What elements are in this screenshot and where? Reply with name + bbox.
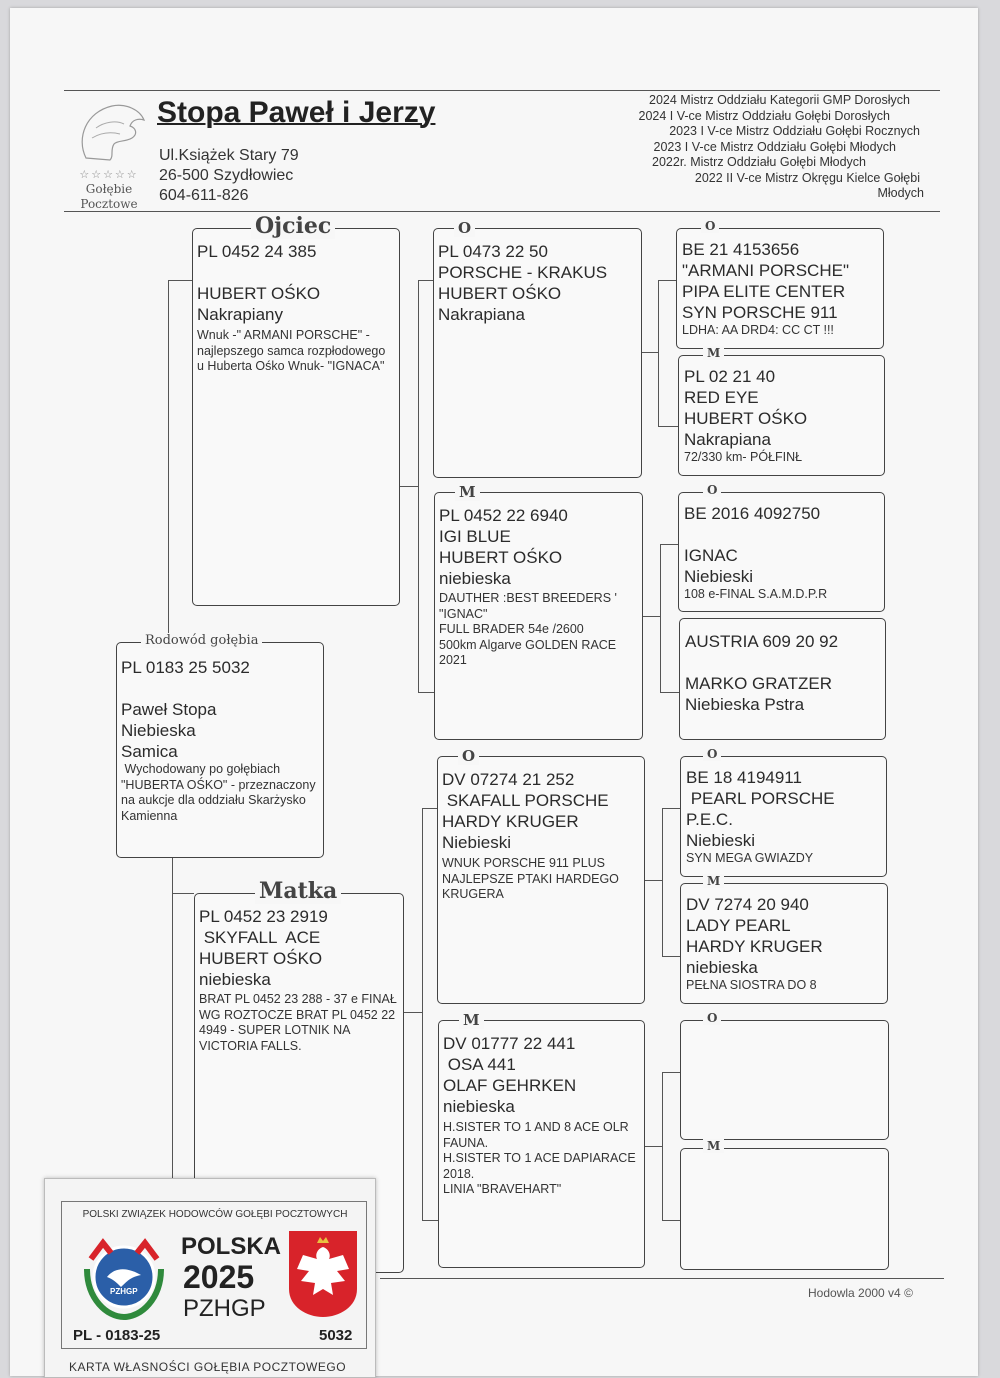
card-ring-prefix: PL - 0183-25 xyxy=(73,1327,161,1344)
father-breeder: HUBERT OŚKO xyxy=(197,284,321,303)
header-top-rule xyxy=(64,90,940,91)
father-ring: PL 0452 24 385 xyxy=(197,242,317,261)
mm-name: OSA 441 xyxy=(443,1055,516,1074)
connector-ff-bracket xyxy=(658,280,659,426)
fmf-label: O xyxy=(703,483,721,497)
connector-mm-out xyxy=(645,1146,662,1147)
fm-label: M xyxy=(455,483,480,501)
fmf-color: Niebieski xyxy=(684,567,753,586)
mfm-name: LADY PEARL xyxy=(686,916,791,935)
ff-box xyxy=(433,219,642,478)
connector-ff-tick xyxy=(418,280,433,281)
mm-ring: DV 01777 22 441 xyxy=(443,1034,576,1053)
ff-label: O xyxy=(454,219,475,237)
achievement-4: 2023 I V-ce Mistrz Oddziału Gołębi Młodych xyxy=(653,139,896,154)
fm-box xyxy=(434,483,643,740)
connector-subject-father xyxy=(168,280,169,642)
fmm-breeder: MARKO GRATZER xyxy=(685,674,833,693)
card-ring-number: 5032 xyxy=(319,1327,353,1344)
connector-fm-bracket xyxy=(660,544,661,692)
fm-breeder: HUBERT OŚKO xyxy=(439,548,563,567)
stars-icon: ☆☆☆☆☆ xyxy=(79,168,139,181)
mfm-color: niebieska xyxy=(686,958,758,977)
connector-ffm-tick xyxy=(658,426,678,427)
subject-notes: Wychodowany po gołębiach "HUBERTA OŚKO" - przeznaczony na aukcje dla oddziału Skarżysko Kamienna xyxy=(121,762,320,823)
connector-mf-bracket xyxy=(662,808,663,956)
card-org: POLSKI ZWIĄZEK HODOWCÓW GOŁĘBI POCZTOWYCH xyxy=(82,1209,348,1220)
father-box xyxy=(192,213,400,606)
mf-label: O xyxy=(458,747,479,765)
mm-breeder: OLAF GEHRKEN xyxy=(443,1076,577,1095)
connector-ff-out xyxy=(642,352,658,353)
fm-name: IGI BLUE xyxy=(439,527,511,546)
achievement-3: 2023 I V-ce Mistrz Oddziału Gołębi Rocznych xyxy=(669,124,920,138)
fmm-ring: AUSTRIA 609 20 92 xyxy=(685,632,839,651)
address-city: 26-500 Szydłowiec xyxy=(159,167,294,184)
mf-box xyxy=(437,747,645,1004)
fm-ring: PL 0452 22 6940 xyxy=(439,506,568,525)
ff-ring: PL 0473 22 50 xyxy=(438,242,548,261)
card-country: POLSKA xyxy=(181,1233,282,1260)
mf-ring: DV 07274 21 252 xyxy=(442,770,575,789)
mf-color: Niebieski xyxy=(442,833,511,852)
connector-fmf-tick xyxy=(660,544,678,545)
connector-fmm-tick xyxy=(660,692,679,693)
breeder-logo xyxy=(66,98,152,211)
logo-text-2: Pocztowe xyxy=(80,197,138,211)
connector-mff-tick xyxy=(662,808,680,809)
mff-name: PEARL PORSCHE xyxy=(686,789,835,808)
father-color: Nakrapiany xyxy=(197,305,283,324)
ownership-card xyxy=(44,1178,376,1378)
mother-label: Matka xyxy=(255,878,341,904)
connector-subject-mother xyxy=(172,858,173,1184)
ffm-color: Nakrapiana xyxy=(684,430,771,449)
fmm-color: Niebieska Pstra xyxy=(685,695,805,714)
ffm-box xyxy=(678,346,885,476)
connector-mmf-tick xyxy=(662,1072,680,1073)
mmm-box xyxy=(680,1139,889,1270)
address-phone: 604-611-826 xyxy=(159,187,249,204)
achievement-5: 2022r. Mistrz Oddziału Gołębi Młodych xyxy=(652,155,866,169)
connector-mmm-tick xyxy=(662,1220,680,1221)
ffm-ring: PL 02 21 40 xyxy=(684,367,776,386)
logo-text-1: Gołębie xyxy=(85,182,133,196)
fff-notes: LDHA: AA DRD4: CC CT !!! xyxy=(682,323,834,337)
mmf-box xyxy=(680,1011,889,1140)
subject-ring: PL 0183 25 5032 xyxy=(121,658,250,677)
subject-label: Rodowód gołębia xyxy=(141,633,262,648)
fff-label: O xyxy=(701,219,719,233)
connector-fff-tick xyxy=(658,280,676,281)
mff-ring: BE 18 4194911 xyxy=(686,768,802,787)
breeder-address xyxy=(159,146,299,206)
mother-ring: PL 0452 23 2919 xyxy=(199,907,328,926)
connector-mf-out xyxy=(645,880,662,881)
father-label: Ojciec xyxy=(251,213,335,239)
achievement-7: Młodych xyxy=(877,186,924,200)
connector-fm-out xyxy=(643,616,660,617)
mfm-ring: DV 7274 20 940 xyxy=(686,895,809,914)
fm-notes: DAUTHER :BEST BREEDERS ' "IGNAC" FULL BRADER 54e /2600 500km Algarve GOLDEN RACE 2021 xyxy=(439,591,617,667)
mff-label: O xyxy=(703,747,721,761)
mff-color: Niebieski xyxy=(686,831,755,850)
software-credit: Hodowla 2000 v4 © xyxy=(808,1286,913,1300)
connector-mother-tick xyxy=(172,893,194,894)
mfm-box xyxy=(680,874,888,1004)
achievement-1: 2024 Mistrz Oddziału Kategorii GMP Dorosłych xyxy=(649,93,910,107)
polish-eagle xyxy=(287,1229,359,1319)
fff-name: "ARMANI PORSCHE" xyxy=(682,261,849,280)
mother-color: niebieska xyxy=(199,970,271,989)
card-union: PZHGP xyxy=(183,1295,266,1322)
mff-box xyxy=(680,747,887,877)
mf-breeder: HARDY KRUGER xyxy=(442,812,579,831)
fmf-name: IGNAC xyxy=(684,546,738,565)
mfm-notes: PEŁNA SIOSTRA DO 8 xyxy=(686,978,817,992)
subject-owner: Paweł Stopa xyxy=(121,700,217,719)
fff-ring: BE 21 4153656 xyxy=(682,240,800,259)
connector-mother-out xyxy=(404,1012,422,1013)
subject-box xyxy=(116,633,324,858)
fmm-box xyxy=(679,618,886,740)
ffm-breeder: HUBERT OŚKO xyxy=(684,409,808,428)
fff-breeder: PIPA ELITE CENTER xyxy=(682,282,846,301)
achievement-2: 2024 I V-ce Mistrz Oddziału Gołębi Dorosłych xyxy=(638,108,890,123)
footer-rule xyxy=(380,1278,944,1279)
fff-box xyxy=(676,219,884,349)
connector-father-bracket xyxy=(418,280,419,692)
address-street: Ul.Książek Stary 79 xyxy=(159,147,299,164)
mother-name: SKYFALL ACE xyxy=(199,928,321,947)
subject-sex: Samica xyxy=(121,742,178,761)
connector-mfm-tick xyxy=(662,956,680,957)
fmf-ring: BE 2016 4092750 xyxy=(684,504,821,523)
connector-mf-tick xyxy=(422,808,437,809)
connector-mother-bracket xyxy=(422,808,423,1220)
mfm-breeder: HARDY KRUGER xyxy=(686,937,823,956)
polish-eagle-icon xyxy=(287,1229,359,1319)
header-bottom-rule xyxy=(64,211,940,212)
card-year: 2025 xyxy=(183,1259,255,1295)
mmm-label: M xyxy=(703,1139,724,1153)
fff-color: SYN PORSCHE 911 xyxy=(682,303,838,322)
mf-name: SKAFALL PORSCHE xyxy=(442,791,609,810)
mff-breeder: P.E.C. xyxy=(686,810,733,829)
connector-father-tick xyxy=(168,280,193,281)
badge-text: PZHGP xyxy=(110,1287,138,1296)
ffm-label: M xyxy=(703,346,724,360)
breeder-title: Stopa Paweł i Jerzy xyxy=(157,96,436,129)
fmf-notes: 108 e-FINAL S.A.M.D.P.R xyxy=(684,587,828,601)
mm-box xyxy=(438,1011,645,1268)
card-bottom-text: KARTA WŁASNOŚCI GOŁĘBIA POCZTOWEGO xyxy=(69,1360,347,1374)
connector-mm-bracket xyxy=(662,1072,663,1220)
pzhgp-badge xyxy=(77,1229,171,1321)
mfm-label: M xyxy=(703,874,724,888)
achievement-6: 2022 II V-ce Mistrz Okręgu Kielce Gołębi xyxy=(694,170,920,185)
father-notes: Wnuk -" ARMANI PORSCHE" - najlepszego samca rozpłodowego u Huberta Ośko Wnuk- "IGNACA" xyxy=(197,328,386,373)
pzhgp-emblem-icon xyxy=(77,1229,171,1321)
mm-color: niebieska xyxy=(443,1097,515,1116)
mmf-label: O xyxy=(703,1011,721,1025)
mf-notes: WNUK PORSCHE 911 PLUS NAJLEPSZE PTAKI HARDEGO KRUGERA xyxy=(442,856,619,901)
mff-notes: SYN MEGA GWIAZDY xyxy=(686,851,814,865)
subject-color: Niebieska xyxy=(121,721,196,740)
connector-mm-tick xyxy=(422,1220,438,1221)
mm-notes: H.SISTER TO 1 AND 8 ACE OLR FAUNA. H.SISTER TO 1 ACE DAPIARACE 2018. LINIA "BRAVEHART" xyxy=(443,1120,636,1196)
connector-father-out xyxy=(400,486,418,487)
ff-breeder: HUBERT OŚKO xyxy=(438,284,562,303)
mother-breeder: HUBERT OŚKO xyxy=(199,949,323,968)
ffm-name: RED EYE xyxy=(684,388,759,407)
fm-color: niebieska xyxy=(439,569,511,588)
fmf-box xyxy=(678,483,885,612)
achievements-list xyxy=(560,93,924,202)
connector-fm-tick xyxy=(418,692,434,693)
ff-name: PORSCHE - KRAKUS xyxy=(438,263,608,282)
mm-label: M xyxy=(459,1011,484,1029)
eagle-head-icon xyxy=(66,98,152,162)
ff-color: Nakrapiana xyxy=(438,305,525,324)
ffm-notes: 72/330 km- PÓŁFINŁ xyxy=(684,450,803,464)
mother-notes: BRAT PL 0452 23 288 - 37 e FINAŁ WG ROZTOCZE BRAT PL 0452 22 4949 - SUPER LOTNIK NA VICTORIA FALLS. xyxy=(199,992,397,1053)
